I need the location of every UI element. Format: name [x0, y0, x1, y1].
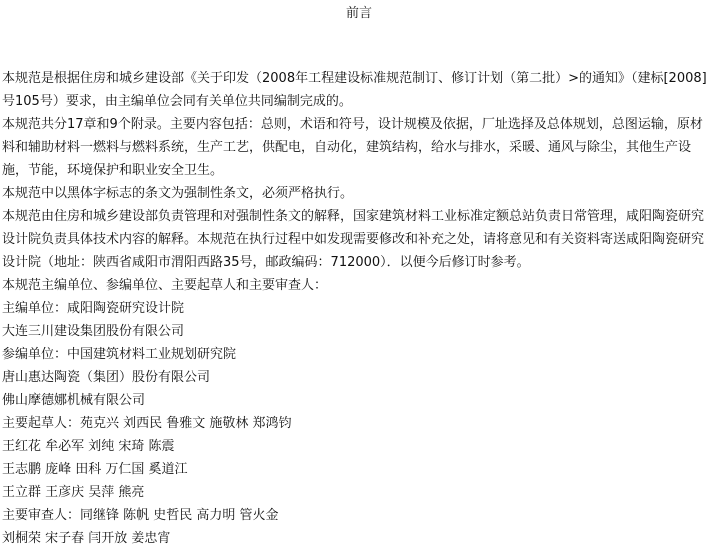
paragraph: 本规范共分17章和9个附录。主要内容包括：总则，术语和符号，设计规模及依据，厂址选择及总体规划，总图运输，原材料和辅助材料一燃料与燃料系统，生产工艺，供配电，自动化，建筑结构，给水与排水，采暖、通风与除尘，其他生产设施，节能，环境保护和职业安全卫生。 — [2, 117, 703, 178]
paragraph: 本规范是根据住房和城乡建设部《关于印发（2008年工程建设标准规范制订、修订计划（第二批）>的通知》（建标[2008]号105号）要求，由主编单位会同有关单位共同编制完成的。 — [2, 71, 707, 109]
participating-unit: 佛山摩德娜机械有限公司 — [2, 393, 146, 408]
drafter-line: 主要起草人：苑克兴 刘西民 鲁雅文 施敬林 郑鸿钧 — [2, 416, 292, 431]
drafter-line: 王红花 牟必军 刘纯 宋琦 陈震 — [2, 439, 175, 454]
paragraph: 本规范主编单位、参编单位、主要起草人和主要审查人： — [2, 278, 328, 293]
drafter-line: 王志鹏 庞峰 田科 万仁国 奚道江 — [2, 462, 188, 477]
page-title: 前言 — [345, 6, 372, 21]
reviewer-line: 刘桐荣 宋子春 闫开放 姜忠宵 — [2, 531, 171, 546]
reviewer-line: 主要审查人：同继锋 陈帆 史哲民 高力明 管火金 — [2, 508, 279, 523]
participating-unit: 参编单位：中国建筑材料工业规划研究院 — [2, 347, 237, 362]
drafter-line: 王立群 王彦庆 吴萍 熊亮 — [2, 485, 145, 500]
chief-editor-unit: 大连三川建设集团股份有限公司 — [2, 324, 185, 339]
document-body — [2, 67, 714, 550]
chief-editor-unit: 主编单位：咸阳陶瓷研究设计院 — [2, 301, 185, 316]
paragraph: 本规范由住房和城乡建设部负责管理和对强制性条文的解释，国家建筑材料工业标准定额总站负责日常管理，咸阳陶瓷研究设计院负责具体技术内容的解释。本规范在执行过程中如发现需要修改和补充之处，请将意见和有关资料寄送咸阳陶瓷研究设计院（地址：陕西省咸阳市渭阳西路35号，邮政编码：712000）．以便今后修订时参考。 — [2, 209, 705, 270]
paragraph: 本规范中以黑体字标志的条文为强制性条文，必须严格执行。 — [2, 186, 354, 201]
participating-unit: 唐山惠达陶瓷（集团）股份有限公司 — [2, 370, 211, 385]
